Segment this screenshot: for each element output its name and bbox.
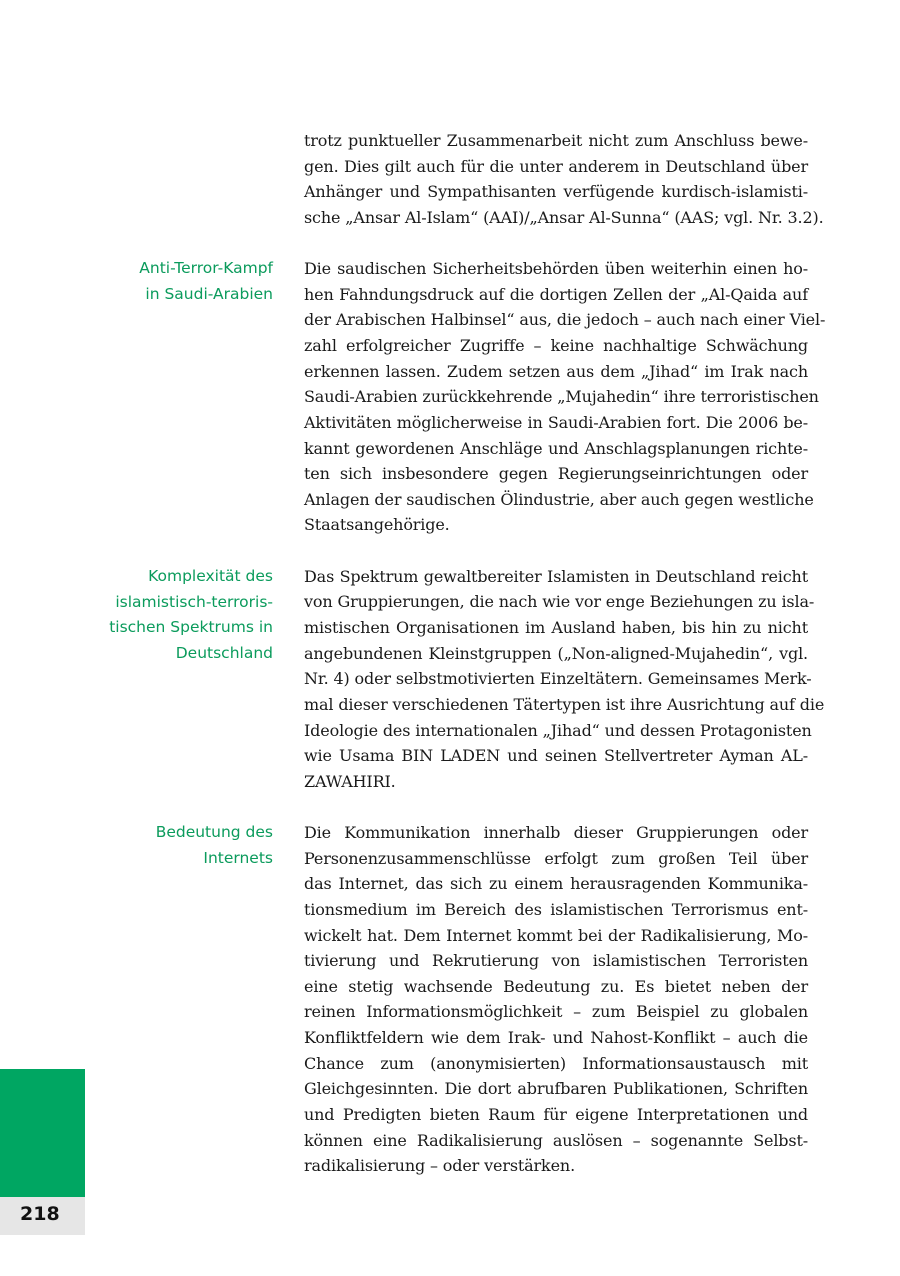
text-line: zahl erfolgreicher Zugriffe – keine nachhaltige Schwächung: [304, 336, 808, 355]
text-line: angebundenen Kleinstgruppen („Non-aligned-Mujahedin“, vgl.: [304, 644, 808, 663]
margin-note-line: Internets: [203, 848, 273, 867]
text-line: Ideologie des internationalen „Jihad“ und dessen Protagonisten: [304, 721, 812, 740]
text-line: radikalisierung – oder verstärken.: [304, 1156, 576, 1175]
text-line: der Arabischen Halbinsel“ aus, die jedoch – auch nach einer Viel-: [304, 310, 826, 329]
page-number: 218: [20, 1203, 60, 1225]
text-line: können eine Radikalisierung auslösen – sogenannte Selbst-: [304, 1131, 808, 1150]
text-line: Gleichgesinnten. Die dort abrufbaren Publikationen, Schriften: [304, 1079, 808, 1098]
text-line: Das Spektrum gewaltbereiter Islamisten in Deutschland reicht: [304, 567, 808, 586]
text-line: wie Usama BIN LADEN und seinen Stellvertreter Ayman AL-: [304, 746, 808, 765]
text-line: das Internet, das sich zu einem herausragenden Kommunika-: [304, 874, 808, 893]
text-line: Nr. 4) oder selbstmotivierten Einzeltätern. Gemeinsames Merk-: [304, 669, 812, 688]
text-line: eine stetig wachsende Bedeutung zu. Es bietet neben der: [304, 977, 808, 996]
margin-note-line: islamistisch-terroris-: [115, 592, 273, 611]
text-line: reinen Informationsmöglichkeit – zum Beispiel zu globalen: [304, 1002, 808, 1021]
text-line: tionsmedium im Bereich des islamistischen Terrorismus ent-: [304, 900, 808, 919]
margin-note-line: Anti-Terror-Kampf: [139, 259, 273, 277]
text-line: wickelt hat. Dem Internet kommt bei der Radikalisierung, Mo-: [304, 926, 808, 945]
margin-note-line: in Saudi-Arabien: [145, 284, 273, 303]
text-line: und Predigten bieten Raum für eigene Interpretationen und: [304, 1105, 808, 1124]
text-line: sche „Ansar Al-Islam“ (AAI)/„Ansar Al-Sunna“ (AAS; vgl. Nr. 3.2).: [304, 208, 824, 227]
margin-note-internet: [98, 820, 273, 871]
text-line: Anlagen der saudischen Ölindustrie, aber auch gegen westliche: [304, 490, 814, 509]
text-line: Konfliktfeldern wie dem Irak- und Nahost-Konflikt – auch die: [304, 1028, 808, 1047]
text-line: Staatsangehörige.: [304, 515, 450, 534]
margin-note-line: Komplexität des: [148, 567, 273, 585]
text-line: Die Kommunikation innerhalb dieser Gruppierungen oder: [304, 823, 808, 842]
text-line: Chance zum (anonymisierten) Informationsaustausch mit: [304, 1054, 808, 1073]
margin-note-anti-terror: [98, 256, 273, 307]
text-line: hen Fahndungsdruck auf die dortigen Zellen der „Al-Qaida auf: [304, 285, 808, 304]
chapter-tab: [0, 1069, 85, 1197]
text-line: kannt gewordenen Anschläge und Anschlagsplanungen richte-: [304, 439, 808, 458]
text-line: Anhänger und Sympathisanten verfügende kurdisch-islamisti-: [304, 182, 808, 201]
text-line: gen. Dies gilt auch für die unter anderem in Deutschland über: [304, 157, 808, 176]
text-line: Saudi-Arabien zurückkehrende „Mujahedin“ ihre terroristischen: [304, 387, 819, 406]
text-line: ZAWAHIRI.: [304, 772, 396, 791]
margin-note-komplexitaet: [98, 564, 273, 667]
text-line: Personenzusammenschlüsse erfolgt zum großen Teil über: [304, 849, 808, 868]
text-line: tivierung und Rekrutierung von islamistischen Terroristen: [304, 951, 808, 970]
text-line: von Gruppierungen, die nach wie vor enge Beziehungen zu isla-: [304, 592, 815, 611]
text-line: Die saudischen Sicherheitsbehörden üben weiterhin einen ho-: [304, 259, 808, 278]
page-number-box: [0, 1197, 85, 1235]
margin-note-line: Deutschland: [175, 644, 273, 663]
text-line: Aktivitäten möglicherweise in Saudi-Arabien fort. Die 2006 be-: [304, 413, 808, 432]
text-line: trotz punktueller Zusammenarbeit nicht zum Anschluss bewe-: [304, 131, 808, 150]
margin-note-line: tischen Spektrums in: [109, 618, 273, 637]
margin-note-line: Bedeutung des: [155, 823, 273, 841]
text-line: erkennen lassen. Zudem setzen aus dem „Jihad“ im Irak nach: [304, 362, 808, 381]
text-line: mal dieser verschiedenen Tätertypen ist ihre Ausrichtung auf die: [304, 695, 825, 714]
text-line: ten sich insbesondere gegen Regierungseinrichtungen oder: [304, 464, 808, 483]
text-line: mistischen Organisationen im Ausland haben, bis hin zu nicht: [304, 618, 808, 637]
